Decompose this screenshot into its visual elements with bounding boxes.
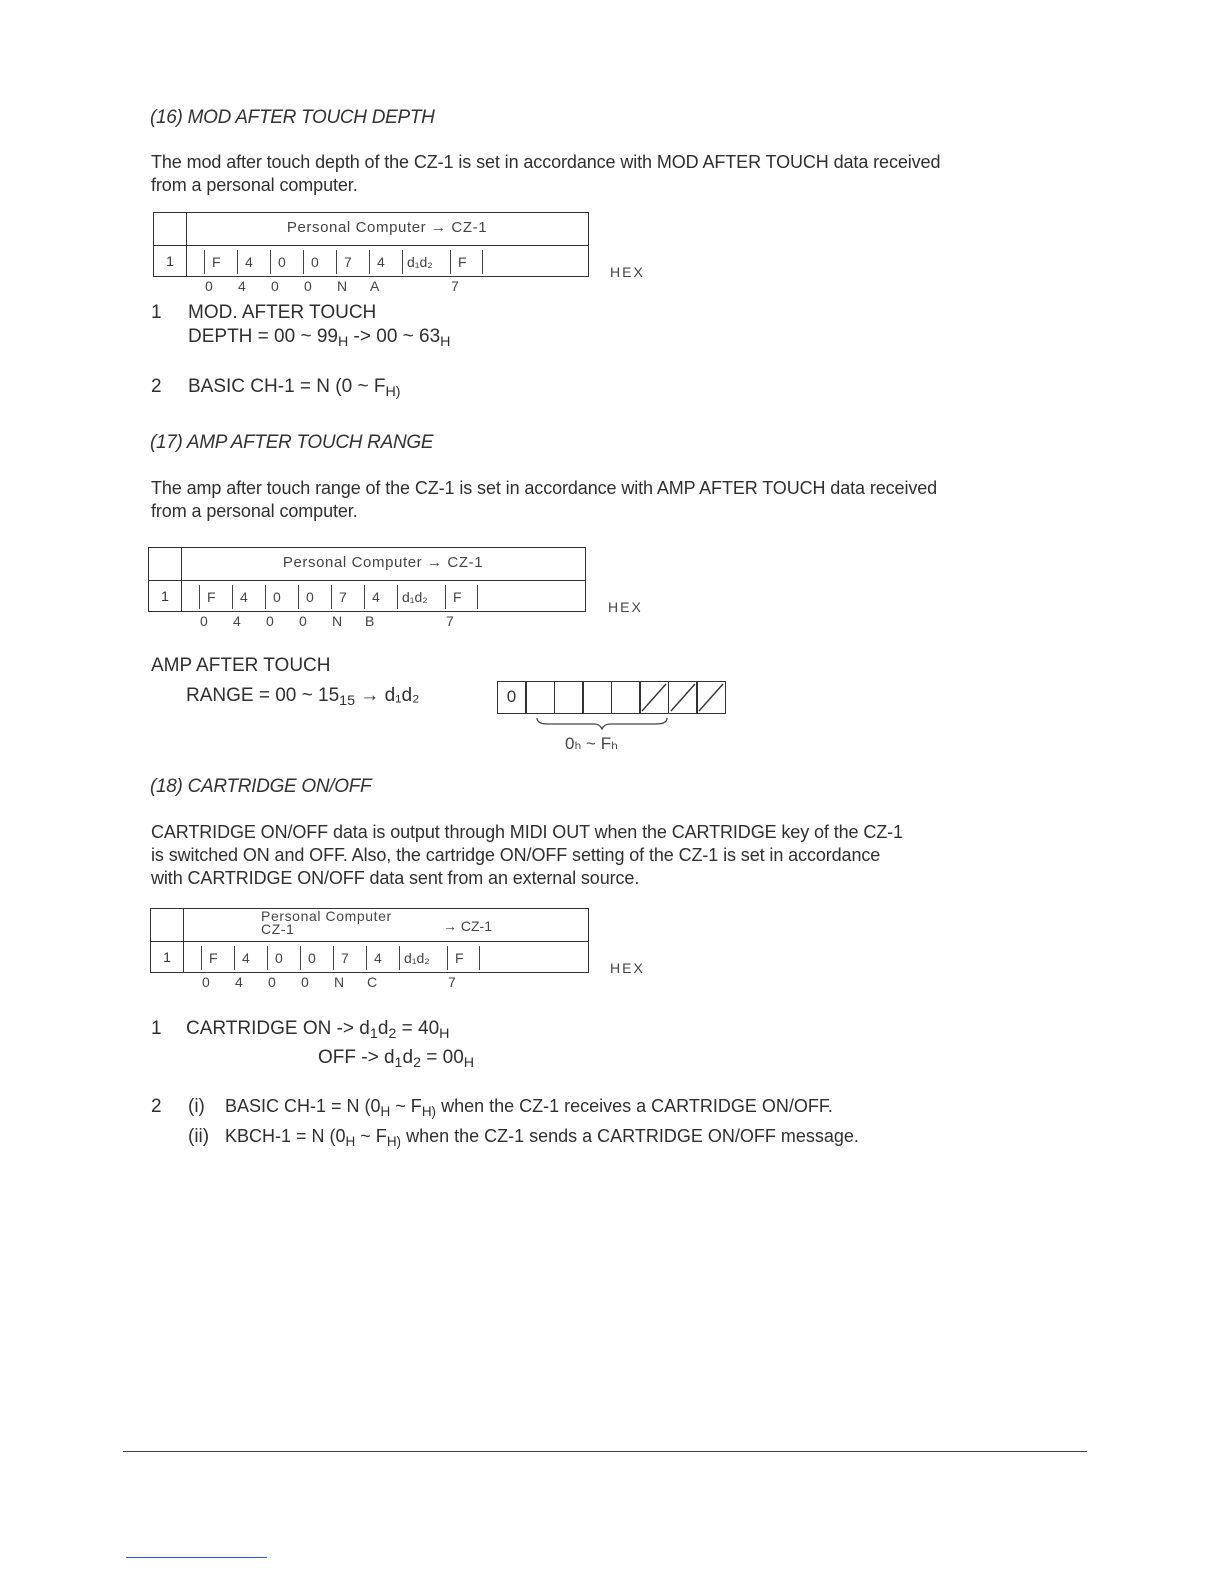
bit-box-unused [696, 681, 726, 714]
note-number: 1 [151, 1018, 162, 1039]
message-bytes [204, 250, 483, 294]
hex-label: HEX [610, 264, 645, 280]
range-label: AMP AFTER TOUCH [151, 655, 331, 676]
footer-rule [123, 1451, 1087, 1452]
message-byte: 4 4 [237, 250, 270, 274]
send-channel: KBCH-1 = N ($0_H$ ~ $F_{H)}$ when the CZ-1 sends a CARTRIDGE ON/OFF message. [225, 1126, 859, 1149]
message-byte: F 7 [450, 250, 483, 274]
note-number: 2 [151, 376, 162, 397]
range-formula: RANGE = 00 ~ $15_{15} \to d_1d_2$ [186, 685, 420, 709]
amp-after-touch-message-table [148, 547, 586, 629]
cartridge-off-value: OFF -> $d_1d_2 = 00_H$ [318, 1047, 475, 1071]
message-byte: F 7 [445, 585, 478, 609]
bit-field [498, 681, 726, 714]
message-byte: 7 N [333, 946, 366, 970]
section-16-para [151, 151, 940, 197]
message-byte: 0 0 [270, 250, 303, 274]
message-byte: 7 N [331, 585, 364, 609]
bit-box-unused [668, 681, 698, 714]
message-byte: d₁d₂ [402, 250, 450, 274]
message-bytes [199, 585, 478, 629]
receive-channel: BASIC CH-1 = N ($0_H$ ~ $F_{H)}$ when the CZ-1 receives a CARTRIDGE ON/OFF. [225, 1096, 833, 1119]
message-byte: F 0 [204, 250, 237, 274]
bit-box: 0 [497, 681, 527, 714]
table-title: Personal Computer → CZ-1 [286, 219, 488, 236]
cartridge-on-value: CARTRIDGE ON -> $d_1d_2 = 40_H$ [186, 1018, 450, 1042]
para-line: The amp after touch range of the CZ-1 is set in accordance with AMP AFTER TOUCH data received [151, 478, 938, 498]
para-line: is switched ON and OFF. Also, the cartridge ON/OFF setting of the CZ-1 is set in accordance [151, 845, 881, 865]
hex-label: HEX [610, 960, 645, 976]
section-18-para [151, 821, 903, 890]
depth-range: DEPTH = 00 ~ $99_H -> 00$ ~ $63_H$ [188, 326, 451, 350]
message-byte: 0 0 [267, 946, 300, 970]
hex-label: HEX [608, 599, 643, 615]
message-byte: 0 0 [300, 946, 333, 970]
section-17-para [151, 477, 937, 523]
bit-box [554, 681, 584, 714]
bit-box-unused [639, 681, 669, 714]
message-byte: 4 C [366, 946, 399, 970]
table-row-number: 1 [163, 949, 171, 965]
basic-channel: BASIC CH-1 = N (0 ~ $F_{H)}$ [188, 376, 401, 400]
para-line: The mod after touch depth of the CZ-1 is set in accordance with MOD AFTER TOUCH data received [151, 152, 941, 172]
message-byte: 7 N [336, 250, 369, 274]
mod-after-touch-message-table [153, 212, 589, 294]
note-sub-label: (ii) [188, 1126, 210, 1147]
table-title-arrow: → CZ-1 [443, 918, 492, 934]
message-byte: d₁d₂ [399, 946, 447, 970]
table-row-number: 1 [166, 253, 174, 269]
table-title: Personal Computer CZ-1 [261, 908, 392, 937]
para-line: CARTRIDGE ON/OFF data is output through MIDI OUT when the CARTRIDGE key of the CZ-1 [151, 822, 903, 842]
note-text: MOD. AFTER TOUCH [188, 302, 377, 323]
footer-link-underline[interactable] [126, 1557, 267, 1558]
message-byte: 0 0 [265, 585, 298, 609]
section-18-heading: (18) CARTRIDGE ON/OFF [150, 776, 372, 797]
table-title: Personal Computer → CZ-1 [282, 554, 484, 571]
bit-box [525, 681, 555, 714]
para-line: from a personal computer. [151, 175, 358, 195]
bit-caption: 0ₕ ~ Fₕ [565, 734, 618, 753]
para-line: from a personal computer. [151, 501, 358, 521]
message-byte: 0 0 [298, 585, 331, 609]
message-bytes [201, 946, 480, 990]
section-17-heading: (17) AMP AFTER TOUCH RANGE [150, 432, 434, 453]
message-byte: 4 A [369, 250, 402, 274]
para-line: with CARTRIDGE ON/OFF data sent from an external source. [151, 868, 640, 888]
note-number: 2 [151, 1096, 162, 1117]
bit-box [611, 681, 641, 714]
note-sub-label: (i) [188, 1096, 205, 1117]
message-byte: 4 B [364, 585, 397, 609]
brace [536, 716, 668, 730]
bit-box [582, 681, 612, 714]
message-byte: d₁d₂ [397, 585, 445, 609]
message-byte: F 0 [199, 585, 232, 609]
message-byte: F 0 [201, 946, 234, 970]
cartridge-message-table [150, 908, 589, 990]
note-number: 1 [151, 302, 162, 323]
table-row-number: 1 [161, 588, 169, 604]
section-16-heading: (16) MOD AFTER TOUCH DEPTH [150, 107, 435, 128]
message-byte: F 7 [447, 946, 480, 970]
message-byte: 4 4 [234, 946, 267, 970]
message-byte: 4 4 [232, 585, 265, 609]
message-byte: 0 0 [303, 250, 336, 274]
